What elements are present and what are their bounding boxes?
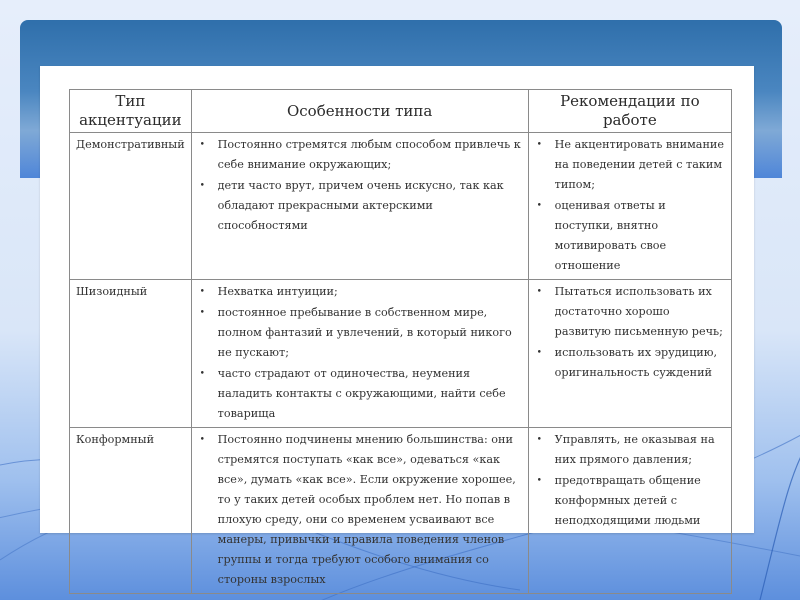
feature-item: • Постоянно стремятся любым способом привлечь к себе внимание окружающих;	[198, 135, 522, 175]
cell-type: Шизоидный	[70, 280, 192, 428]
cell-type: Демонстративный	[70, 133, 192, 280]
recommendation-item: • Не акцентировать внимание на поведении детей с таким типом;	[535, 135, 725, 195]
cell-recommendations	[528, 428, 731, 594]
header-type: Тип акцентуации	[70, 90, 192, 133]
cell-recommendations	[528, 133, 731, 280]
feature-item: • дети часто врут, причем очень искусно, так как обладают прекрасными актерскими способностями	[198, 176, 522, 236]
feature-item: • Нехватка интуиции;	[198, 282, 522, 302]
cell-features	[191, 280, 528, 428]
cell-features	[191, 133, 528, 280]
table-row	[70, 428, 732, 594]
recommendation-item: • Пытаться использовать их достаточно хорошо развитую письменную речь;	[535, 282, 725, 342]
recommendation-item: • предотвращать общение конформных детей с неподходящими людьми	[535, 471, 725, 531]
recommendation-item: • Управлять, не оказывая на них прямого давления;	[535, 430, 725, 470]
table-header-row	[70, 90, 732, 133]
cell-type: Конформный	[70, 428, 192, 594]
table-row	[70, 133, 732, 280]
cell-features	[191, 428, 528, 594]
header-features: Особенности типа	[191, 90, 528, 133]
header-recommendations: Рекомендации по работе	[528, 90, 731, 133]
feature-item: • часто страдают от одиночества, неумения наладить контакты с окружающими, найти себе товарища	[198, 364, 522, 424]
feature-item: • постоянное пребывание в собственном мире, полном фантазий и увлечений, в который никого не пускают;	[198, 303, 522, 363]
recommendation-item: • использовать их эрудицию, оригинальность суждений	[535, 343, 725, 383]
accentuation-table	[69, 89, 732, 594]
table-row	[70, 280, 732, 428]
cell-recommendations	[528, 280, 731, 428]
feature-item: • Постоянно подчинены мнению большинства: они стремятся поступать «как все», одеваться «как все», думать «как все». Если окружение хорошее, то у таких детей особых проблем нет. Но попав в плохую среду, они со временем усваивают все манеры, привычки и правила поведения членов группы и тогда требуют особого внимания со стороны взрослых	[198, 430, 522, 590]
slide-content	[40, 66, 754, 586]
recommendation-item: • оценивая ответы и поступки, внятно мотивировать свое отношение	[535, 196, 725, 276]
